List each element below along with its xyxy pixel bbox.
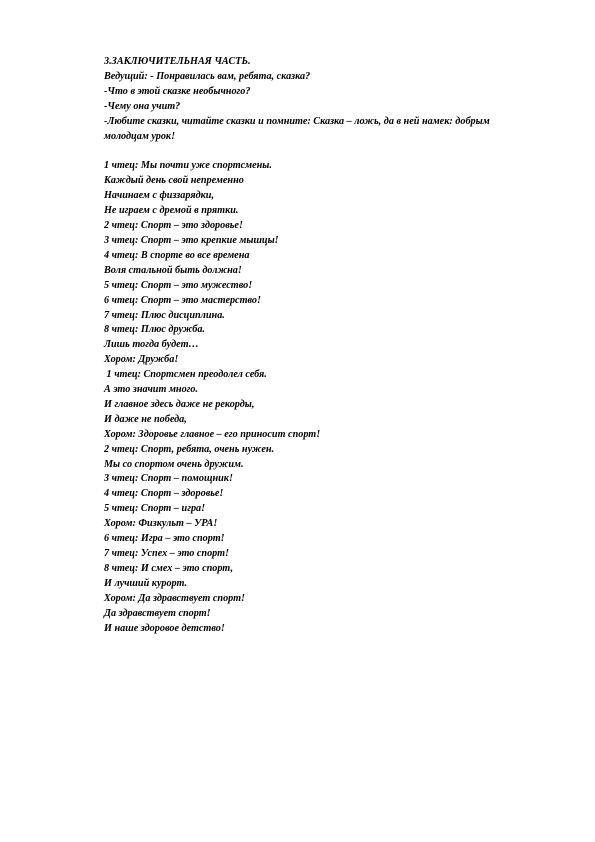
- verse-line: 3 чтец: Спорт – помощник!: [104, 473, 233, 485]
- verse-line: 5 чтец: Спорт – игра!: [104, 503, 206, 515]
- verse-line: Мы со спортом очень дружим.: [104, 458, 244, 470]
- intro-line: -Любите сказки, читайте сказки и помните: Сказка – ложь, да в ней намек: добрым молодцам урок!: [104, 115, 490, 142]
- verse-line: И даже не победа,: [104, 413, 187, 425]
- document-body: [104, 55, 544, 636]
- verse-line: И лучший курорт.: [104, 577, 188, 589]
- verse-line: Хором: Физкульт – УРА!: [104, 518, 218, 530]
- verse-line: Лишь тогда будет…: [104, 339, 199, 351]
- verse-line: Каждый день свой непременно: [104, 175, 244, 187]
- verse-block: [104, 159, 544, 636]
- verse-line: Хором: Дружба!: [104, 354, 179, 366]
- intro-line: Ведущий: - Понравилась вам, ребята, сказка?: [104, 70, 311, 82]
- verse-line: 7 чтец: Успех – это спорт!: [104, 548, 230, 559]
- verse-line: Да здравствует спорт!: [104, 607, 211, 619]
- verse-line: Хором: Да здравствует спорт!: [104, 592, 246, 604]
- verse-line: Хором: Здоровье главное – его приносит спорт!: [104, 428, 321, 440]
- verse-line: 6 чтец: Спорт – это мастерство!: [104, 294, 261, 306]
- verse-line: 4 чтец: Спорт – здоровье!: [104, 488, 224, 500]
- verse-line: 2 чтец: Спорт, ребята, очень нужен.: [104, 443, 275, 455]
- verse-line: 7 чтец: Плюс дисциплина.: [104, 309, 225, 321]
- verse-line: Не играем с дремой в прятки.: [104, 205, 239, 217]
- intro-line: -Чему она учит?: [104, 100, 181, 112]
- verse-line: 6 чтец: Игра – это спорт!: [104, 533, 225, 545]
- verse-line: 1 чтец: Мы почти уже спортсмены.: [104, 160, 272, 172]
- verse-line: Начинаем с физзарядки,: [104, 190, 215, 202]
- verse-line: 5 чтец: Спорт – это мужество!: [104, 279, 253, 291]
- intro-line: -Что в этой сказке необычного?: [104, 85, 251, 97]
- verse-line: И главное здесь даже не рекорды,: [104, 398, 255, 410]
- verse-line: А это значит много.: [104, 384, 199, 396]
- verse-line: 8 чтец: Плюс дружба.: [104, 324, 205, 336]
- verse-line: Воля стальной быть должна!: [104, 264, 242, 276]
- section-heading: 3.ЗАКЛЮЧИТЕЛЬНАЯ ЧАСТЬ.: [104, 56, 251, 67]
- paragraph-gap: [104, 144, 544, 159]
- verse-line: И наше здоровое детство!: [104, 622, 225, 634]
- intro-block: [104, 70, 544, 145]
- verse-line: 4 чтец: В спорте во все времена: [104, 249, 250, 261]
- verse-line: 2 чтец: Спорт – это здоровье!: [104, 220, 243, 232]
- verse-line: 1 чтец: Спортсмен преодолел себя.: [104, 369, 267, 381]
- verse-line: 3 чтец: Спорт – это крепкие мышцы!: [104, 234, 279, 246]
- verse-line: 8 чтец: И смех – это спорт,: [104, 562, 234, 574]
